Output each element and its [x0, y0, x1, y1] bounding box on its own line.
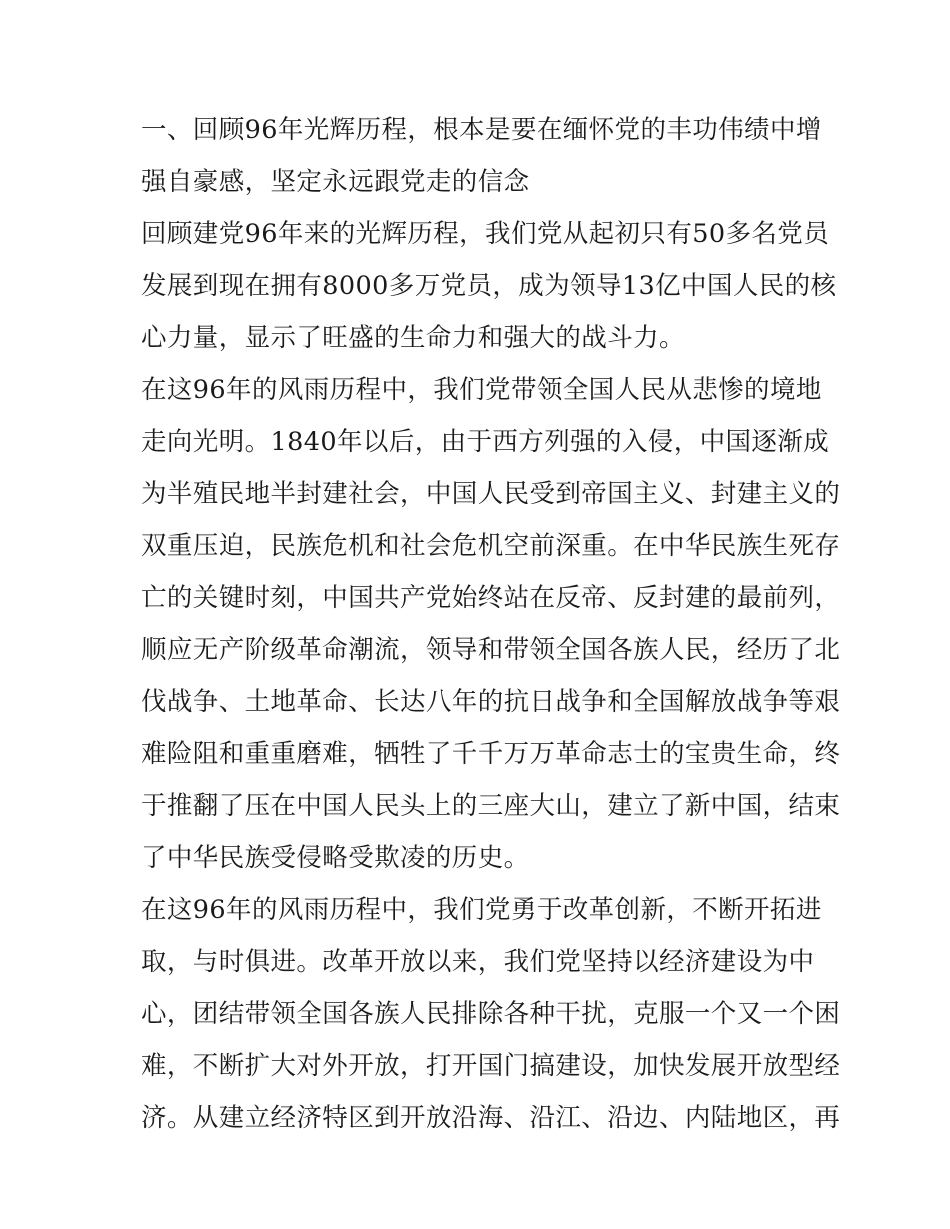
text-line: 一、回顾96年光辉历程，根本是要在缅怀党的丰功伟绩中增: [141, 115, 822, 145]
text-line: 走向光明。1840年以后，由于西方列强的入侵，中国逐渐成: [141, 427, 830, 457]
text-line: 伐战争、土地革命、长达八年的抗日战争和全国解放战争等艰: [141, 687, 841, 717]
text-line: 心力量，显示了旺盛的生命力和强大的战斗力。: [141, 323, 685, 353]
document-body: [141, 111, 841, 1151]
text-line: 难，不断扩大对外开放，打开国门搞建设，加快发展开放型经: [141, 1051, 841, 1081]
text-line: 为半殖民地半封建社会，中国人民受到帝国主义、封建主义的: [141, 479, 841, 509]
text-line: 双重压迫，民族危机和社会危机空前深重。在中华民族生死存: [141, 531, 841, 561]
text-line: 在这96年的风雨历程中，我们党带领全国人民从悲惨的境地: [141, 375, 822, 405]
text-line: 于推翻了压在中国人民头上的三座大山，建立了新中国，结束: [141, 791, 841, 821]
text-line: 亡的关键时刻，中国共产党始终站在反帝、反封建的最前列，: [141, 583, 841, 613]
text-line: 在这96年的风雨历程中，我们党勇于改革创新，不断开拓进: [141, 895, 822, 925]
text-line: 顺应无产阶级革命潮流，领导和带领全国各族人民，经历了北: [141, 635, 841, 665]
text-line: 发展到现在拥有8000多万党员，成为领导13亿中国人民的核: [141, 271, 837, 301]
text-line: 济。从建立经济特区到开放沿海、沿江、沿边、内陆地区，再: [141, 1103, 841, 1133]
text-line: 强自豪感，坚定永远跟党走的信念: [141, 167, 530, 197]
text-line: 难险阻和重重磨难，牺牲了千千万万革命志士的宝贵生命，终: [141, 739, 841, 769]
text-line: 了中华民族受侵略受欺凌的历史。: [141, 843, 530, 873]
text-line: 心，团结带领全国各族人民排除各种干扰，克服一个又一个困: [141, 999, 841, 1029]
text-line: 回顾建党96年来的光辉历程，我们党从起初只有50多名党员: [141, 219, 830, 249]
text-line: 取，与时俱进。改革开放以来，我们党坚持以经济建设为中: [141, 947, 815, 977]
